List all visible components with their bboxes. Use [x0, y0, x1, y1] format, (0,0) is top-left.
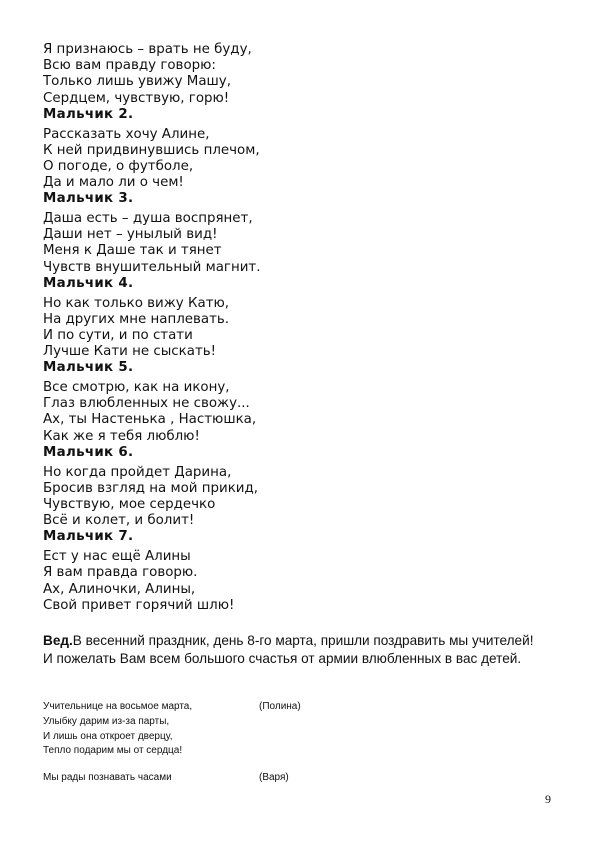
poem-line: Всю вам правду говорю:: [43, 58, 216, 74]
stanza-3: [43, 211, 563, 276]
reader-name: (Полина): [259, 701, 301, 712]
poem-line: О погоде, о футболе,: [43, 158, 194, 174]
poem-line: Меня к Даше так и тянет: [43, 243, 222, 259]
poem-line: Ест у нас ещё Алины: [43, 549, 191, 565]
poem-line: Даши нет – унылый вид!: [43, 227, 218, 243]
reader-name: (Варя): [259, 772, 289, 783]
verse-line-text: Мы рады познавать часами: [43, 772, 172, 783]
poem-line: Свой привет горячий шлю!: [43, 597, 235, 613]
poem-line: Чувств внушительный магнит.: [43, 259, 261, 275]
poem-line: Бросив взгляд на мой прикид,: [43, 480, 259, 496]
verse-line: [43, 771, 289, 786]
poem-line: Как же я тебя люблю!: [43, 428, 200, 444]
poem-line: Но когда пройдет Дарина,: [43, 464, 232, 480]
poem-line: Глаз влюбленных не свожу...: [43, 396, 250, 412]
poem-line: И по сути, и по стати: [43, 327, 193, 343]
poem-line: Я вам правда говорю.: [43, 565, 198, 581]
poem-line: Даша есть – душа воспрянет,: [43, 211, 253, 227]
poem-line: Ах, ты Настенька , Настюшка,: [43, 412, 257, 428]
poem-line: Только лишь увижу Машу,: [43, 74, 231, 90]
stanza-1: [43, 42, 563, 107]
stanza-6: [43, 465, 563, 530]
speaker-label: Мальчик 2.: [43, 106, 134, 122]
verse-line: Тепло подарим мы от сердца!: [43, 745, 183, 757]
verse-varya: [43, 771, 289, 786]
verse-line: И лишь она откроет дверцу,: [43, 730, 173, 742]
poem-line: Чувствую, мое сердечко: [43, 496, 216, 512]
presenter-label: Вед.: [43, 633, 73, 648]
speaker-label: Мальчик 7.: [43, 529, 134, 545]
page-number: 9: [545, 792, 551, 806]
poem-line: Да и мало ли о чем!: [43, 175, 184, 191]
poem-line: На других мне наплевать.: [43, 311, 230, 327]
speaker-label: Мальчик 6.: [43, 444, 134, 460]
verse-line-text: Учительнице на восьмое марта,: [43, 701, 193, 712]
verse-line: [43, 700, 301, 715]
poem-line: Но как только вижу Катю,: [43, 295, 230, 311]
poem-line: Всё и колет, и болит!: [43, 513, 195, 529]
stanza-5: [43, 380, 563, 445]
stanza-4: [43, 296, 563, 361]
speaker-label: Мальчик 3.: [43, 191, 134, 207]
presenter-text: В весенний праздник, день 8-го марта, пришли поздравить мы учителей! И пожелать Вам всем большого счастья от армии влюбленных в вас детей.: [43, 633, 534, 667]
speaker-label: Мальчик 4.: [43, 275, 134, 291]
poem-line: К ней придвинувшись плечом,: [43, 142, 260, 158]
poem-line: Сердцем, чувствую, горю!: [43, 90, 230, 106]
poem: [43, 42, 563, 614]
verse-polina: [43, 700, 301, 759]
poem-line: Рассказать хочу Алине,: [43, 126, 210, 142]
verse-line: Улыбку дарим из-за парты,: [43, 715, 170, 727]
poem-line: Лучше Кати не сыскать!: [43, 344, 217, 360]
poem-line: Я признаюсь – врать не буду,: [43, 42, 252, 57]
poem-line: Все смотрю, как на икону,: [43, 380, 230, 396]
stanza-7: [43, 549, 563, 614]
presenter-paragraph: [43, 632, 543, 669]
speaker-label: Мальчик 5.: [43, 360, 134, 376]
stanza-2: [43, 127, 563, 192]
poem-line: Ах, Алиночки, Алины,: [43, 581, 196, 597]
